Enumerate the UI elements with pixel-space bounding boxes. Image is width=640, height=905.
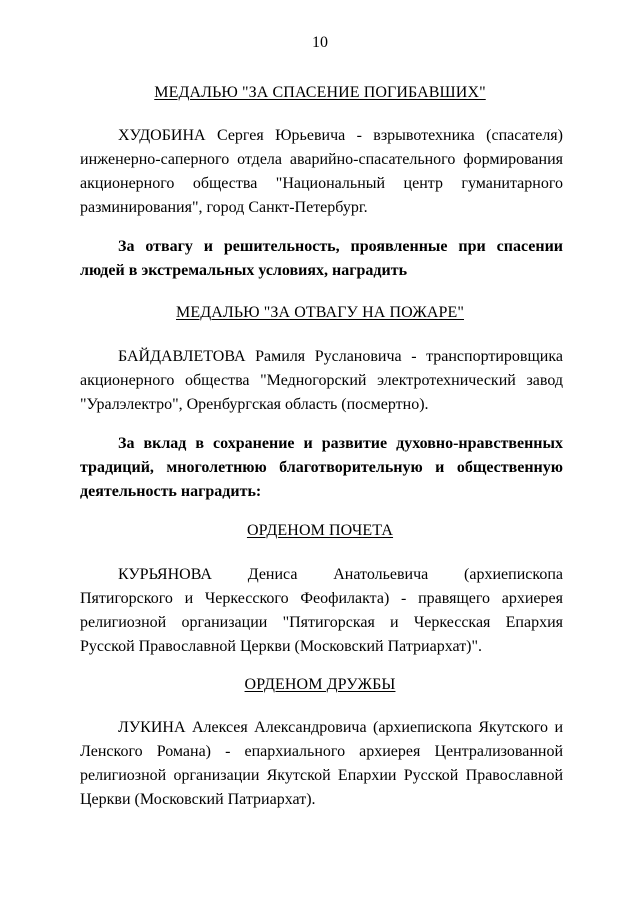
award-heading-text: МЕДАЛЬЮ "ЗА ОТВАГУ НА ПОЖАРЕ" — [176, 304, 464, 321]
award-heading-text: ОРДЕНОМ ДРУЖБЫ — [244, 676, 396, 693]
award-heading-order-of-honour — [0, 522, 640, 540]
award-entry-lukin: ЛУКИНА Алексея Александровича (архиепископа Якутского и Ленского Романа) - епархиального архиерея Централизованной религиозной организации Якутской Епархии Русской Православной Церкви (Московский Патриархат). — [80, 719, 563, 808]
page-number: 10 — [312, 34, 328, 51]
award-heading-text: МЕДАЛЬЮ "ЗА СПАСЕНИЕ ПОГИБАВШИХ" — [154, 84, 486, 101]
award-heading-text: ОРДЕНОМ ПОЧЕТА — [246, 522, 394, 539]
award-heading-fire-medal — [0, 304, 640, 322]
award-entry-khudobin: ХУДОБИНА Сергея Юрьевича - взрывотехника (спасателя) инженерно-саперного отдела аварийно-спасательного формирования акционерного общества "Национальный центр гуманитарного разминирования", город Санкт-Петербург. — [80, 127, 563, 216]
award-entry-baidavletov: БАЙДАВЛЕТОВА Рамиля Руслановича - транспортировщика акционерного общества "Медногорский электротехнический завод "Уралэлектро", Оренбургская область (посмертно). — [80, 348, 563, 413]
award-intro-spiritual: За вклад в сохранение и развитие духовно-нравственных традиций, многолетнюю благотворительную и общественную деятельность наградить: — [80, 435, 563, 500]
award-intro-bravery: За отвагу и решительность, проявленные при спасении людей в экстремальных условиях, наградить — [80, 238, 563, 279]
award-heading-rescue-medal — [0, 84, 640, 102]
award-heading-order-of-friendship — [0, 676, 640, 694]
award-entry-kuryanov: КУРЬЯНОВА Дениса Анатольевича (архиепископа Пятигорского и Черкесского Феофилакта) - правящего архиерея религиозной организации "Пятигорская и Черкесская Епархия Русской Православной Церкви (Московский Патриархат)". — [80, 566, 563, 655]
